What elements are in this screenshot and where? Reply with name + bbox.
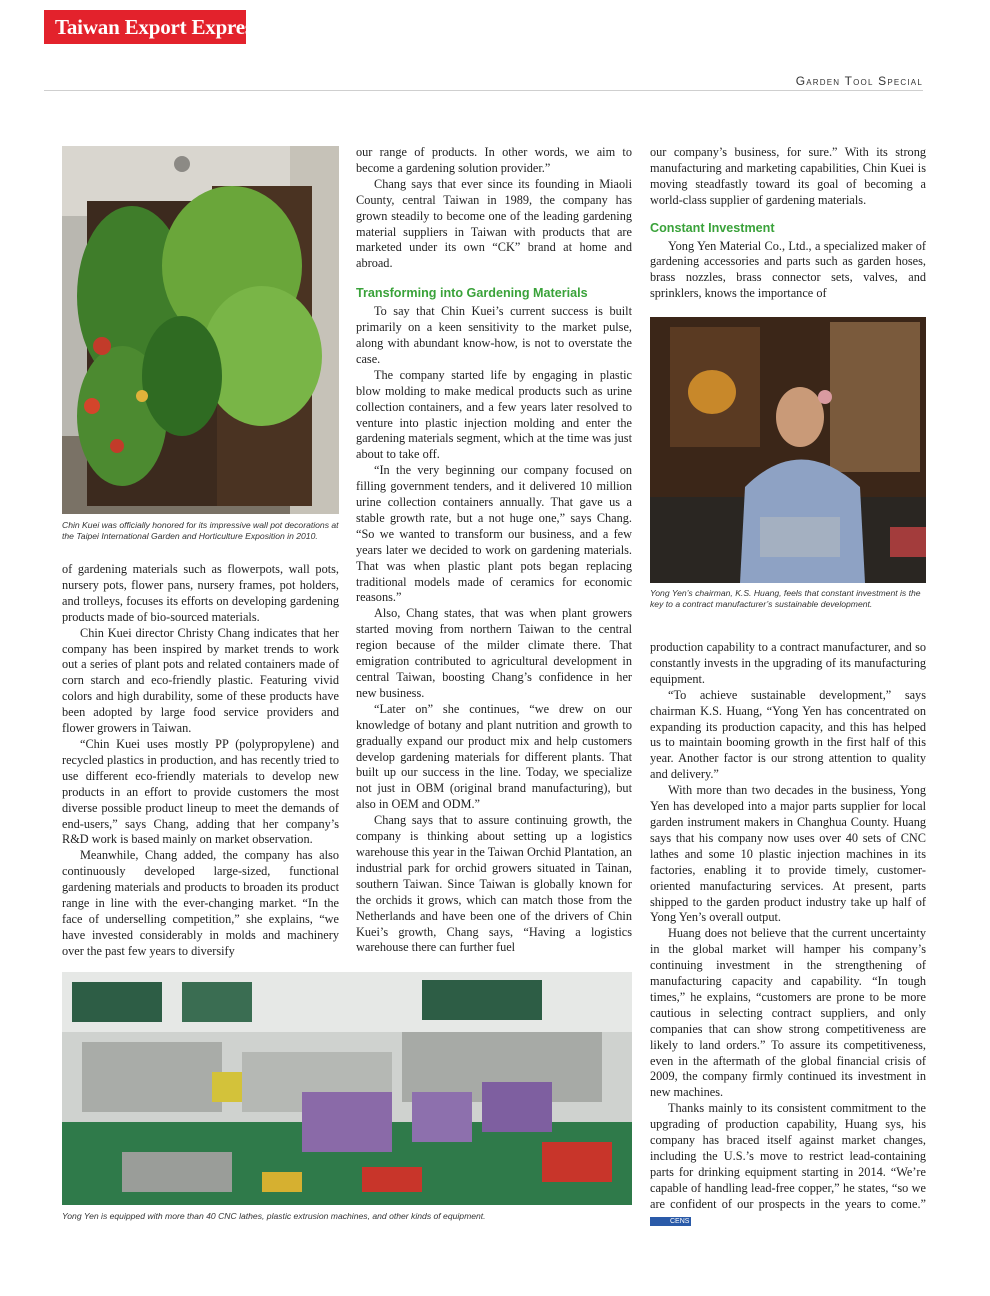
column-3-bottom [650, 640, 926, 1229]
publication-title: Taiwan Export Express [55, 15, 261, 39]
paragraph: The company started life by engaging in plastic blow molding to make medical products such as urine collection containers, and a few years later resolved to venture into plastic injection molding and enter the gardening materials segment, which at the time was just about to take off. [356, 367, 632, 462]
paragraph: production capability to a contract manufacturer, and so constantly invests in the upgrading of its manufacturing equipment. [650, 640, 926, 686]
paragraph: our company’s business, for sure.” With its strong manufacturing and marketing capabilities, Chin Kuei is moving steadfastly toward its goal of becoming a world-class supplier of gardening materials. [650, 145, 926, 207]
paragraph: Also, Chang states, that was when plant growers started moving from northern Taiwan to the central region because of the milder climate there. That emigration contributed to agricultural development in central Taiwan, boosting Chang’s confidence in her new business. [356, 606, 632, 700]
subheading-constant-investment: Constant Investment [650, 220, 775, 235]
paragraph: To say that Chin Kuei’s current success is built primarily on a keen sensitivity to the market pulse, along with abundant know-how, is not to overstate the case. [356, 304, 632, 366]
paragraph: “In the very beginning our company focused on filling government tenders, and it delivered 10 million urine collection containers annually. That gave us a stable growth rate, but a not huge one,” says Chang. “So we wanted to transform our business, and a few years later we decided to work on gardening materials. That was when plastic plant pots began replacing traditional models made of ceramics for economic reasons.” [356, 463, 632, 605]
paragraph: “Later on” she continues, “we drew on our knowledge of botany and plant nutrition and growth to gradually expand our product mix and help customers develop gardening materials for different plants. That built up our success in the line. Today, we specialize not just in OBM (original brand manufacturing), but also in OEM and ODM.” [356, 701, 632, 812]
chairman-photo [650, 317, 926, 583]
paragraph: With more than two decades in the business, Yong Yen has developed into a major parts supplier for local garden instrument makers in Changhua County. Huang says that his company now uses over 40 sets of CNC lathes and some 10 plastic injection machines in its factories, enabling it to provide timely, customer-oriented manufacturing services. At present, parts shipped to the garden product industry take up half of Yong Yen’s overall output. [650, 783, 926, 925]
factory-caption: Yong Yen is equipped with more than 40 CNC lathes, plastic extrusion machines, and other kinds of equipment. [62, 1211, 486, 1221]
section-title: Garden Tool Special [795, 74, 923, 88]
column-3-top [650, 145, 926, 302]
wall-garden-caption: Chin Kuei was officially honored for its impressive wall pot decorations at the Taipei International Garden and Horticulture Exposition in 2010. [62, 520, 339, 541]
header-rule [44, 90, 923, 91]
subheading-transforming: Transforming into Gardening Materials [356, 286, 588, 301]
paragraph: Huang does not believe that the current uncertainty in the global market will hamper his company’s continuing investment in the strengthening of manufacturing capacity and capability. “In tough times,” he explains, “customers are prone to be more cautious in selecting contract suppliers, and only companies that can show strong competitiveness are likely to land orders.” To assure its competitiveness, even in the aftermath of the global financial crisis of 2009, the company firmly continued its investment in new machines. [650, 926, 926, 1100]
paragraph: Meanwhile, Chang added, the company has also continuously developed large-sized, functional gardening materials and products to broaden its product range in line with the ever-changing market. “In the face of underselling competition,” she explains, “we have invested considerably in molds and machinery over the past few years to diversify [62, 848, 339, 958]
factory-photo [62, 972, 632, 1205]
paragraph: Chang says that ever since its founding in Miaoli County, central Taiwan in 1989, the company has grown steadily to become one of the leading gardening material suppliers in Taiwan with products that are marketed under its own “CK” brand at home and abroad. [356, 176, 632, 271]
paragraph: our range of products. In other words, we aim to become a gardening solution provider.” [356, 145, 632, 175]
paragraph: Chang says that to assure continuing growth, the company is thinking about setting up a logistics warehouse this year in the Taiwan Orchid Plantation, an industrial park for orchid growers situated in Tainan, southern Taiwan. Since Taiwan is globally known for the orchids it grows, which can match those from the Netherlands and have been one of the drivers of Chin Kuei’s growth, Chang says, “Having a logistics warehouse there can further fuel [356, 813, 632, 955]
cens-end-mark: CENS [650, 1217, 691, 1226]
paragraph-text: Thanks mainly to its consistent commitment to the upgrading of production capability, Huang sys, his company has braced itself against market changes, including the U.S.’s move to restrict lead-containing parts for drinking equipment starting in 2014. “We’re capable of handling lead-free copper,” he states, “so we are confident of our prospects in the years to come.” [650, 1101, 926, 1211]
wall-garden-photo [62, 146, 339, 514]
paragraph: “Chin Kuei uses mostly PP (polypropylene) and recycled plastics in production, and has recently tried to use different eco-friendly materials to develop new products in an effort to provide customers the most diverse possible product lineup to meet the demands of end-users,” says Chang, adding that her company’s R&D work is based mainly on market observation. [62, 736, 339, 847]
publication-banner [44, 10, 261, 44]
paragraph: of gardening materials such as flowerpots, wall pots, nursery pots, flower pans, nursery frames, pot holders, and trolleys, focuses its efforts on developing gardening products made of bio-sourced materials. [62, 562, 339, 624]
paragraph [650, 1101, 926, 1228]
paragraph: Yong Yen Material Co., Ltd., a specialized maker of gardening accessories and parts such as garden hoses, brass nozzles, brass connector sets, valves, and sprinklers, knows the importance of [650, 238, 926, 301]
column-2 [356, 145, 632, 956]
paragraph: Chin Kuei director Christy Chang indicates that her company has been inspired by market trends to work out a series of plant pots and related containers made of corn starch and eco-friendly plastic. Featuring vivid colors and high durability, some of these products have been adopted by large food service providers and flower growers in Taiwan. [62, 625, 339, 736]
chairman-caption: Yong Yen’s chairman, K.S. Huang, feels that constant investment is the key to a contract manufacturer’s sustainable development. [650, 588, 921, 609]
paragraph: “To achieve sustainable development,” says chairman K.S. Huang, “Yong Yen has concentrated on expanding its production capacity, and this has helped us to maintain booming growth in the first half of this year. Another factor is our strong attention to quality and delivery.” [650, 687, 926, 782]
column-1 [62, 562, 339, 960]
